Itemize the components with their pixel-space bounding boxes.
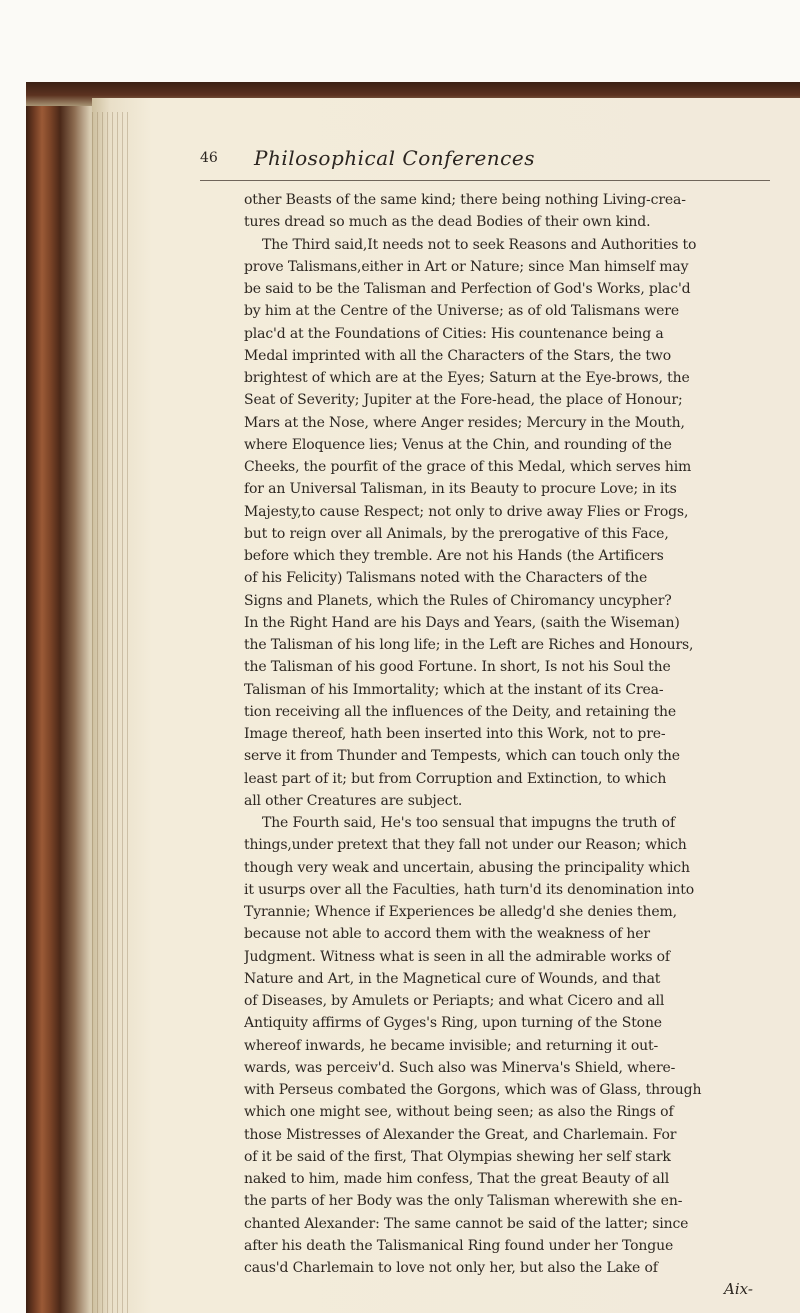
text-line: after his death the Talismanical Ring found under her Tongue xyxy=(244,1237,674,1254)
text-line: the Talisman of his good Fortune. In short, Is not his Soul the xyxy=(244,659,671,676)
text-line: Image thereof, hath been inserted into this Work, not to pre- xyxy=(244,726,666,742)
text-line: plac'd at the Foundations of Cities: His countenance being a xyxy=(244,325,664,342)
text-line: things,under pretext that they fall not under our Reason; which xyxy=(244,837,687,854)
text-line: of Diseases, by Amulets or Periapts; and what Cicero and all xyxy=(244,993,665,1009)
text-line: Signs and Planets, which the Rules of Chiromancy uncypher? xyxy=(244,592,672,609)
text-line: brightest of which are at the Eyes; Saturn at the Eye-brows, the xyxy=(244,370,690,386)
text-line: those Mistresses of Alexander the Great, and Charlemain. For xyxy=(244,1126,677,1143)
text-line: The Third said,It needs not to seek Reasons and Authorities to xyxy=(262,236,697,253)
text-line: naked to him, made him confess, That the great Beauty of all xyxy=(244,1171,670,1187)
text-line: because not able to accord them with the weakness of her xyxy=(244,926,650,943)
text-line: Nature and Art, in the Magnetical cure of Wounds, and that xyxy=(244,970,661,987)
text-line: Judgment. Witness what is seen in all the admirable works of xyxy=(244,948,670,965)
text-line: least part of it; but from Corruption and Extinction, to which xyxy=(244,770,667,787)
text-line: of it be said of the first, That Olympias shewing her self stark xyxy=(244,1148,671,1165)
text-line: where Eloquence lies; Venus at the Chin, and rounding of the xyxy=(244,436,672,453)
text-line: caus'd Charlemain to love not only her, but also the Lake of xyxy=(244,1260,658,1276)
text-line: by him at the Centre of the Universe; as of old Talismans were xyxy=(244,303,679,320)
text-line: prove Talismans,either in Art or Nature; since Man himself may xyxy=(244,258,689,275)
text-line: which one might see, without being seen; as also the Rings of xyxy=(244,1104,674,1121)
text-line: for an Universal Talisman, in its Beauty to procure Love; in its xyxy=(244,481,677,498)
text-line: chanted Alexander: The same cannot be said of the latter; since xyxy=(244,1215,689,1232)
text-line: whereof inwards, he became invisible; and returning it out- xyxy=(244,1037,659,1054)
text-line: wards, was perceiv'd. Such also was Minerva's Shield, where- xyxy=(244,1059,676,1076)
text-line: Mars at the Nose, where Anger resides; Mercury in the Mouth, xyxy=(244,414,685,431)
text-line: serve it from Thunder and Tempests, which can touch only the xyxy=(244,748,680,765)
text-line: the Talisman of his long life; in the Left are Riches and Honours, xyxy=(244,637,694,653)
catchword: Aix- xyxy=(724,1280,753,1298)
text-line: In the Right Hand are his Days and Years, (saith the Wiseman) xyxy=(244,614,680,631)
text-line: but to reign over all Animals, by the prerogative of this Face, xyxy=(244,525,669,542)
text-line: of his Felicity) Talismans noted with the Characters of the xyxy=(244,570,648,587)
text-line: before which they tremble. Are not his Hands (the Artificers xyxy=(244,548,664,564)
text-line: Medal imprinted with all the Characters of the Stars, the two xyxy=(244,347,672,364)
text-line: tion receiving all the influences of the Deity, and retaining the xyxy=(244,703,677,720)
text-line: the parts of her Body was the only Talisman wherewith she en- xyxy=(244,1193,683,1210)
text-line: all other Creatures are subject. xyxy=(244,792,463,809)
text-line: Tyrannie; Whence if Experiences be alledg'd she denies them, xyxy=(244,904,677,920)
text-line: with Perseus combated the Gorgons, which was of Glass, through xyxy=(244,1082,702,1098)
text-line: though very weak and uncertain, abusing the principality which xyxy=(244,859,690,876)
text-line: tures dread so much as the dead Bodies of their own kind. xyxy=(244,214,651,231)
text-line: Antiquity affirms of Gyges's Ring, upon turning of the Stone xyxy=(244,1015,662,1032)
text-line: Cheeks, the pourfit of the grace of this Medal, which serves him xyxy=(244,459,692,475)
text-line: Talisman of his Immortality; which at the instant of its Crea- xyxy=(244,681,664,698)
text-line: The Fourth said, He's too sensual that impugns the truth of xyxy=(262,815,675,831)
text-line: it usurps over all the Faculties, hath turn'd its denomination into xyxy=(244,881,694,898)
text-line: Majesty,to cause Respect; not only to drive away Flies or Frogs, xyxy=(244,503,689,520)
running-head: Philosophical Conferences xyxy=(254,146,535,170)
text-line: Seat of Severity; Jupiter at the Fore-head, the place of Honour; xyxy=(244,392,683,409)
text-line: other Beasts of the same kind; there being nothing Living-crea- xyxy=(244,192,686,208)
text-line: be said to be the Talisman and Perfection of God's Works, plac'd xyxy=(244,281,691,297)
page-number: 46 xyxy=(200,150,218,166)
